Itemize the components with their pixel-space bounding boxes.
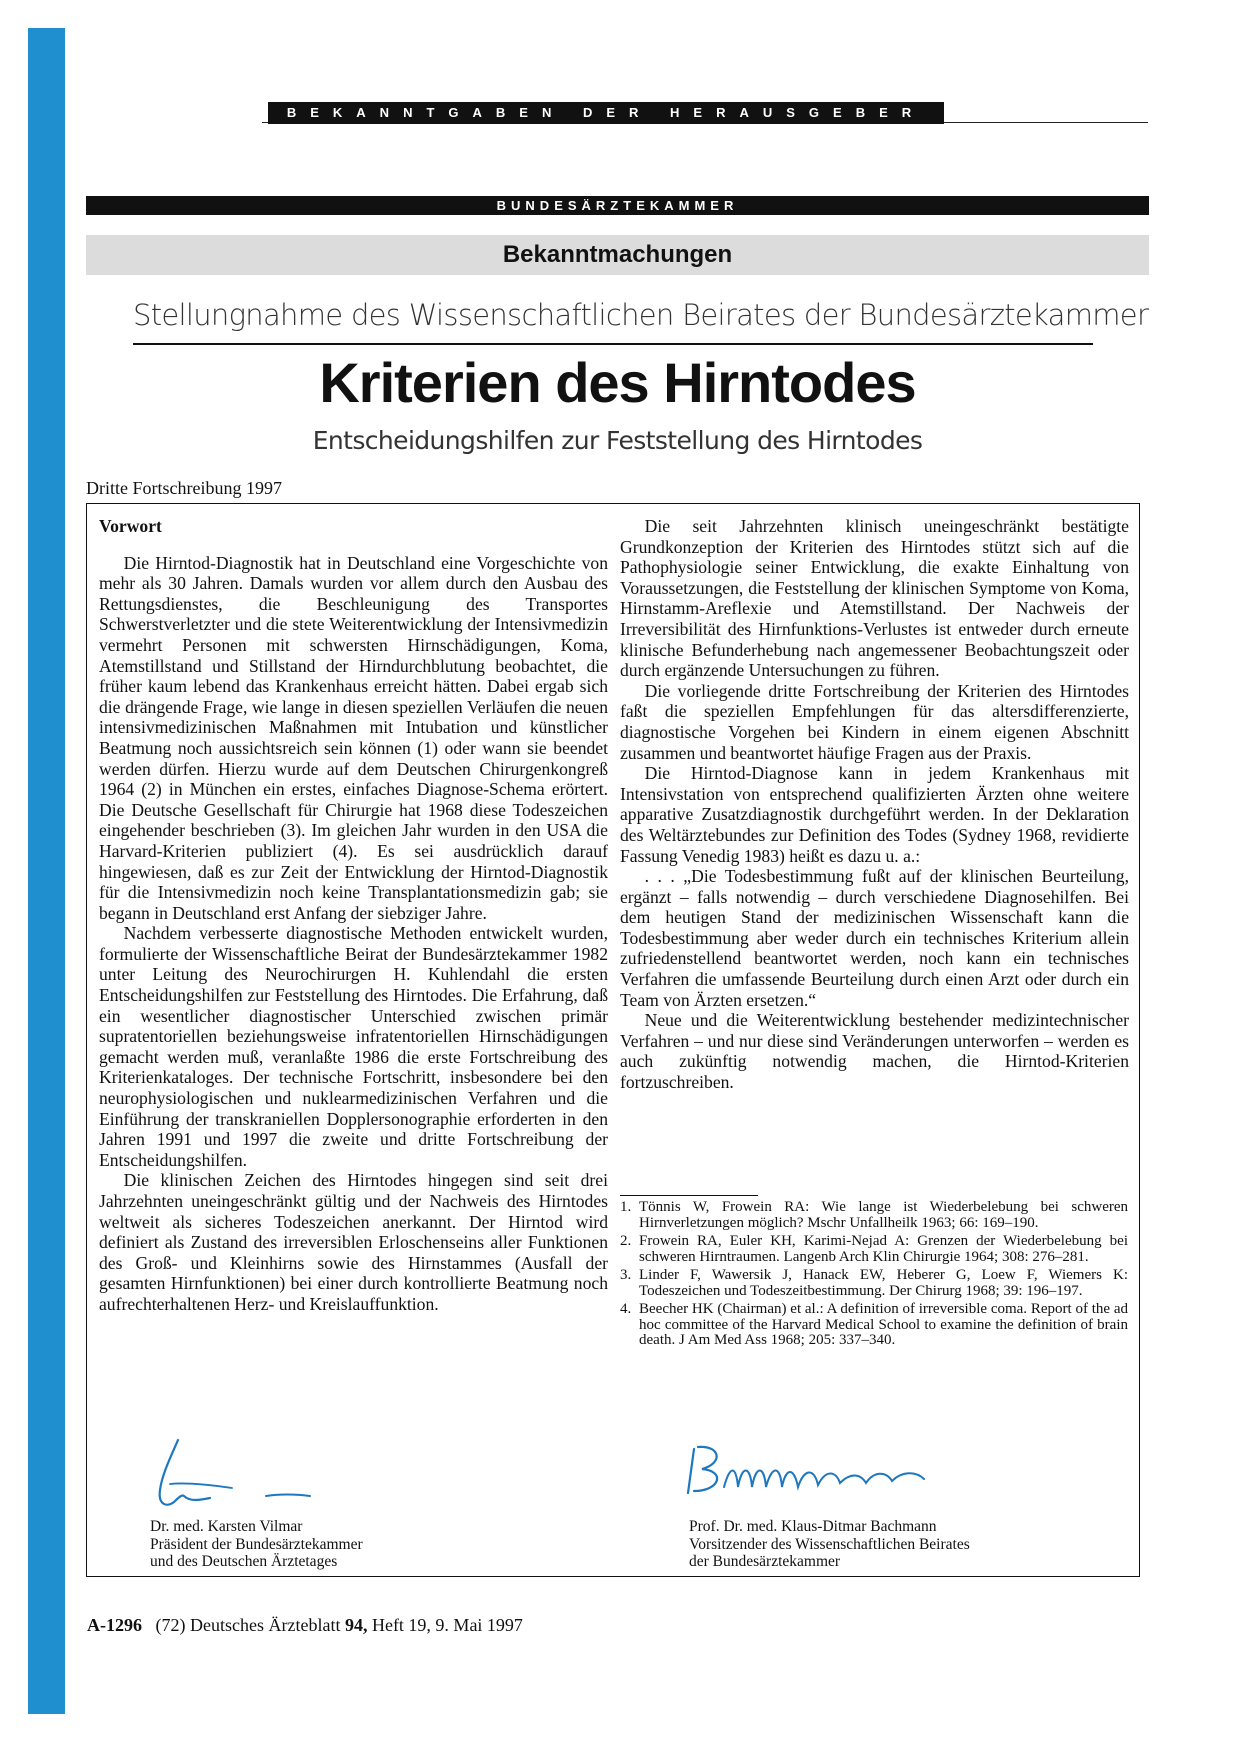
footnote-text: Linder F, Wawersik J, Hanack EW, Heberer G, Loew F, Wiemers K: Todeszeichen und Todeszeitbestimmung. Der Chirurg 1968; 39: 196–197.: [639, 1267, 1128, 1299]
issue-page: (72): [155, 1615, 186, 1635]
paragraph: Die Hirntod-Diagnostik hat in Deutschland eine Vorgeschichte von mehr als 30 Jahren. Damals wurden vor allem durch den Ausbau des Rettungsdienstes, die Beschleunigung des Transportes Schwerstverletzter und die stete Weiterentwicklung der Intensivmedizin vermehrt Personen mit schwersten Hirnschädigungen, Koma, Atemstillstand und Stillstand der Hirndurchblutung beobachtet, die früher kaum lebend das Krankenhaus erreicht hätten. Dabei ergab sich die drängende Frage, wie lange in diesen speziellen Verläufen die neuen intensivmedizinischen Maßnahmen mit Intubation und künstlicher Beatmung noch aussichtsreich sein können (1) oder wann sie beendet werden dürfen. Hierzu wurde auf dem Deutschen Chirurgenkongreß 1964 (2) in München ein erstes, einfaches Diagnose-Schema erörtert. Die Deutsche Gesellschaft für Chirurgie hat 1968 diese Todeszeichen eingehender beschrieben (3). Im gleichen Jahr wurden in den USA die Harvard-Kriterien publiziert (4). Es sei ausdrücklich darauf hingewiesen, daß es zur Zeit der Entwicklung der Hirntod-Diagnostik für die Intensivmedizin noch keine Transplantationsmedizin gab; sie begann in Deutschland erst Anfang der siebziger Jahre.: [99, 552, 608, 923]
footnote-number: 3.: [620, 1267, 632, 1283]
issue-date: Heft 19, 9. Mai 1997: [371, 1615, 523, 1635]
signatory-role: Vorsitzender des Wissenschaftlichen Beirates: [689, 1535, 970, 1553]
right-column: [620, 516, 1129, 1093]
side-color-bar: [28, 28, 65, 1714]
journal-name: Deutsches Ärzteblatt: [190, 1615, 341, 1635]
signatory-name: Dr. med. Karsten Vilmar: [150, 1518, 303, 1535]
article-kicker: Stellungnahme des Wissenschaftlichen Beirates der Bundesärztekammer: [133, 298, 1149, 332]
footnote: [620, 1268, 1128, 1299]
signature-bachmann: [680, 1441, 980, 1503]
signature-vilmar: [148, 1432, 318, 1518]
footnote: [620, 1234, 1128, 1265]
footnote-text: Frowein RA, Euler KH, Karimi-Nejad A: Grenzen der Wiederbelebung bei schweren Hirntraumen. Langenb Arch Klin Chirurgie 1964; 308: 276–281.: [639, 1233, 1128, 1265]
left-column: [99, 516, 608, 1315]
kicker-rule: [133, 343, 1093, 345]
signatory-role: und des Deutschen Ärztetages: [150, 1553, 338, 1570]
paragraph: Die Hirntod-Diagnose kann in jedem Krankenhaus mit Intensivstation von entsprechend qualifizierten Ärzten ohne weitere apparative Zusatzdiagnostik durchgeführt werden. In der Deklaration des Weltärztebundes zur Definition des Todes (Sydney 1968, revidierte Fassung Venedig 1983) heißt es dazu u. a.:: [620, 763, 1129, 866]
signatory-role: der Bundesärztekammer: [689, 1553, 841, 1570]
footnote-number: 4.: [620, 1301, 632, 1317]
footnote-text: Beecher HK (Chairman) et al.: A definition of irreversible coma. Report of the ad hoc committee of the Harvard Medical School to examine the definition of brain death. J Am Med Ass 1968; 205: 337–340.: [639, 1301, 1128, 1348]
paragraph: Nachdem verbesserte diagnostische Methoden entwickelt wurden, formulierte der Wissenschaftliche Beirat der Bundesärztekammer 1982 unter Leitung des Neurochirurgen H. Kuhlendahl die ersten Entscheidungshilfen zur Feststellung des Hirntodes. Die Erfahrung, daß ein wesentlicher diagnostischer Unterschied zwischen primär supratentoriellen beziehungsweise infratentoriellen Hirnschädigungen gemacht werden muß, veranlaßte 1986 die erste Fortschreibung des Kriterienkataloges. Der technische Fortschritt, insbesondere bei den neurophysiologischen und nuklearmedizinischen Verfahren und die Einführung der transkraniellen Dopplersonographie erforderten in den Jahren 1991 und 1997 die zweite und dritte Fortschreibung der Entscheidungshilfen.: [99, 923, 608, 1170]
footnote: [620, 1200, 1128, 1231]
footnote-rule: [620, 1195, 758, 1196]
section-heading: Vorwort: [99, 516, 162, 536]
signatory-role: Präsident der Bundesärztekammer: [150, 1535, 363, 1553]
journal-volume: 94,: [344, 1615, 368, 1635]
paragraph: Die klinischen Zeichen des Hirntodes hingegen sind seit drei Jahrzehnten uneingeschränkt gültig und der Nachweis des Hirntodes weltweit als sicheres Todeszeichen anerkannt. Der Hirntod wird definiert als Zustand des irreversiblen Erloschenseins aller Funktionen des Groß- und Kleinhirns sowie des Hirnstammes (Ausfall der gesamten Hirnfunktionen) bei einer durch kontrollierte Beatmung noch aufrechterhaltenen Herz- und Kreislauffunktion.: [99, 1170, 608, 1314]
section-band: BEKANNTGABEN DER HERAUSGEBER: [268, 102, 944, 124]
footnote-number: 2.: [620, 1233, 632, 1249]
paragraph: Neue und die Weiterentwicklung bestehender medizintechnischer Verfahren – und nur diese sind Veränderungen unterworfen – werden es auch zukünftig notwendig machen, die Hirntod-Kriterien fortzuschreiben.: [620, 1010, 1129, 1093]
page-footer: [87, 1615, 523, 1636]
footnote-list: [620, 1200, 1128, 1352]
signatory-vilmar: [150, 1518, 363, 1571]
footnote-text: Tönnis W, Frowein RA: Wie lange ist Wiederbelebung bei schweren Hirnverletzungen möglich? Mschr Unfallheilk 1963; 66: 169–190.: [639, 1199, 1128, 1231]
page-code: A-1296: [87, 1615, 142, 1635]
paragraph: Die seit Jahrzehnten klinisch uneingeschränkt bestätigte Grundkonzeption der Kriterien des Hirntodes stützt sich auf die Pathophysiologie seiner Entwicklung, die exakte Einhaltung von Voraussetzungen, die Feststellung der klinischen Symptome von Koma, Hirnstamm-Areflexie und Atemstillstand. Der Nachweis der Irreversibilität des Hirnfunktions-Verlustes ist entweder durch erneute klinische Befunderhebung nach angemessener Beobachtungszeit oder durch ergänzende Untersuchungen zu führen.: [620, 516, 1129, 681]
edition-note: Dritte Fortschreibung 1997: [86, 478, 282, 498]
signatory-name: Prof. Dr. med. Klaus-Ditmar Bachmann: [689, 1518, 937, 1535]
quotation: . . . „Die Todesbestimmung fußt auf der klinischen Beurteilung, ergänzt – falls notwendig – durch verschiedene Diagnosehilfen. Bei dem heutigen Stand der medizinischen Wissenschaft kann die Todesbestimmung aber weder durch ein technisches Kriterium allein zufriedenstellend beantwortet werden, noch kann ein technisches Verfahren die umfassende Beurteilung durch einen Arzt oder durch ein Team von Ärzten ersetzen.“: [620, 866, 1129, 1010]
signatory-bachmann: [689, 1518, 970, 1571]
paragraph: Die vorliegende dritte Fortschreibung der Kriterien des Hirntodes faßt die speziellen Empfehlungen für das altersdifferenzierte, diagnostische Vorgehen bei Kindern in einem eigenen Abschnitt zusammen und beantwortet häufige Fragen aus der Praxis.: [620, 680, 1129, 763]
footnote-number: 1.: [620, 1199, 632, 1215]
announcement-band: Bekanntmachungen: [86, 235, 1149, 275]
page-title: Kriterien des Hirntodes: [319, 351, 916, 414]
footnote: [620, 1302, 1128, 1349]
article-subtitle: Entscheidungshilfen zur Feststellung des Hirntodes: [312, 426, 923, 455]
organization-band: BUNDESÄRZTEKAMMER: [86, 196, 1149, 215]
